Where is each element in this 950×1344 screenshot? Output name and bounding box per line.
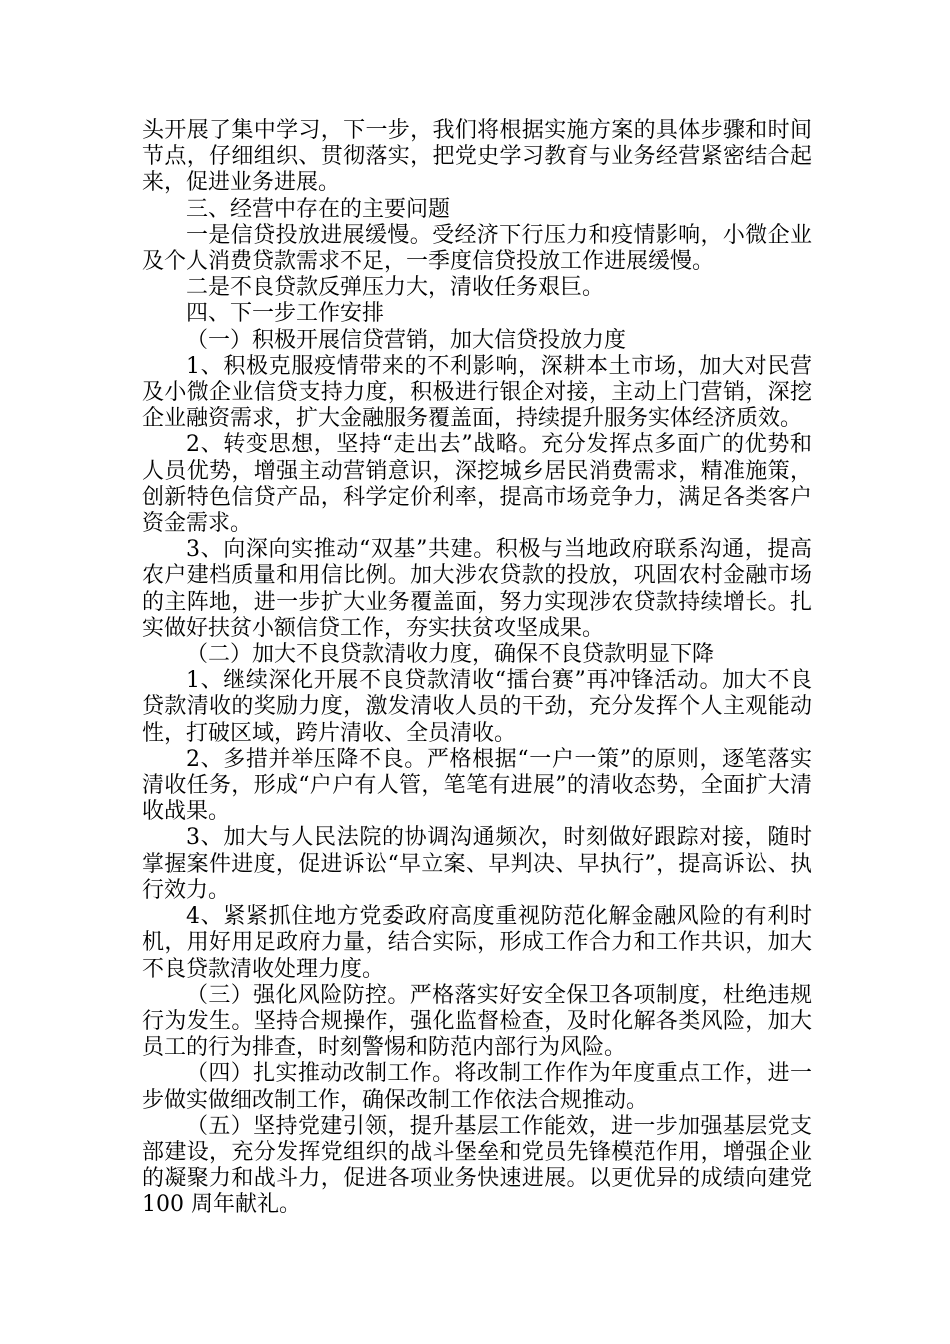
paragraph-party-building: （五）坚持党建引领，提升基层工作能效，进一步加强基层党支部建设，充分发挥党组织的战斗堡垒和党员先锋模范作用，增强企业的凝聚力和战斗力，促进各项业务快速进展。以更优异的成绩向建党 100 周年献礼。 (142, 1113, 812, 1218)
paragraph-continuation: 头开展了集中学习，下一步，我们将根据实施方案的具体步骤和时间节点，仔细组织、贯彻落实，把党史学习教育与业务经营紧密结合起来，促进业务进展。 (142, 118, 812, 196)
paragraph-bad-loans-3: 3、加大与人民法院的协调沟通频次，时刻做好跟踪对接，随时掌握案件进度，促进诉讼“早立案、早判决、早执行”，提高诉讼、执行效力。 (142, 825, 812, 903)
section-heading-problems: 三、经营中存在的主要问题 (186, 196, 451, 222)
subheading-bad-loans: （二）加大不良贷款清收力度，确保不良贷款明显下降 (186, 642, 715, 668)
paragraph-bad-loans-2: 2、多措并举压降不良。严格根据“一户一策”的原则，逐笔落实清收任务，形成“户户有人管，笔笔有进展”的清收态势，全面扩大清收战果。 (142, 746, 812, 825)
section-heading-next-steps: 四、下一步工作安排 (186, 301, 385, 327)
paragraph-problem-1: 一是信贷投放进展缓慢。受经济下行压力和疫情影响，小微企业及个人消费贷款需求不足，一季度信贷投放工作进展缓慢。 (142, 222, 812, 275)
paragraph-credit-3: 3、向深向实推动“双基”共建。积极与当地政府联系沟通，提高农户建档质量和用信比例。加大涉农贷款的投放，巩固农村金融市场的主阵地，进一步扩大业务覆盖面，努力实现涉农贷款持续增长。扎实做好扶贫小额信贷工作，夯实扶贫攻坚成果。 (142, 537, 812, 641)
subheading-credit-marketing: （一）积极开展信贷营销，加大信贷投放力度 (186, 327, 627, 353)
paragraph-bad-loans-1: 1、继续深化开展不良贷款清收“擂台赛”再冲锋活动。加大不良贷款清收的奖励力度，激发清收人员的干劲，充分发挥个人主观能动性，打破区域，跨片清收、全员清收。 (142, 668, 812, 746)
paragraph-risk-control: （三）强化风险防控。严格落实好安全保卫各项制度，杜绝违规行为发生。坚持合规操作，强化监督检查，及时化解各类风险，加大员工的行为排查，时刻警惕和防范内部行为风险。 (142, 982, 812, 1061)
paragraph-problem-2: 二是不良贷款反弹压力大，清收任务艰巨。 (186, 275, 605, 301)
paragraph-reform: （四）扎实推动改制工作。将改制工作作为年度重点工作，进一步做实做细改制工作，确保改制工作依法合规推动。 (142, 1061, 812, 1113)
paragraph-bad-loans-4: 4、紧紧抓住地方党委政府高度重视防范化解金融风险的有利时机，用好用足政府力量，结合实际，形成工作合力和工作共识，加大不良贷款清收处理力度。 (142, 904, 812, 982)
paragraph-credit-1: 1、积极克服疫情带来的不利影响，深耕本土市场，加大对民营及小微企业信贷支持力度，积极进行银企对接，主动上门营销，深挖企业融资需求，扩大金融服务覆盖面，持续提升服务实体经济质效。 (142, 353, 812, 432)
paragraph-credit-2: 2、转变思想，坚持“走出去”战略。充分发挥点多面广的优势和人员优势，增强主动营销意识，深挖城乡居民消费需求，精准施策，创新特色信贷产品，科学定价利率，提高市场竞争力，满足各类客户资金需求。 (142, 432, 812, 537)
document-page (142, 118, 812, 1219)
